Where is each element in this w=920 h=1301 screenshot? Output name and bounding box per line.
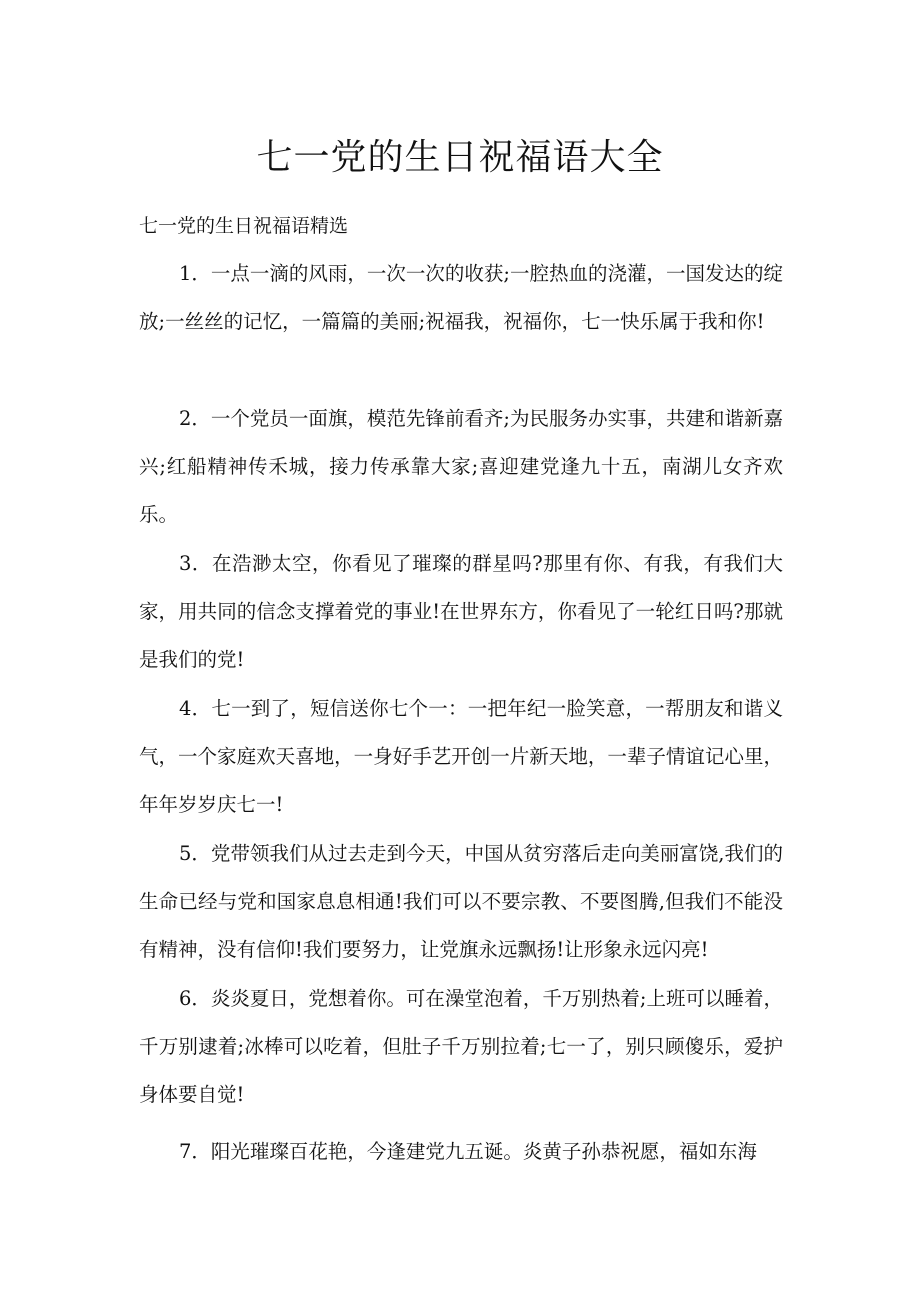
paragraph-3: 3．在浩渺太空，你看见了璀璨的群星吗?那里有你、有我，有我们大家，用共同的信念支撑着党的事业!在世界东方，你看见了一轮红日吗?那就是我们的党! (139, 552, 783, 671)
section-heading: 七一党的生日祝福语精选 (139, 215, 349, 237)
paragraph-1: 1．一点一滴的风雨，一次一次的收获;一腔热血的浇灌，一国发达的绽放;一丝丝的记忆，一篇篇的美丽;祝福我，祝福你，七一快乐属于我和你! (139, 262, 783, 333)
paragraph-2: 2．一个党员一面旗，模范先锋前看齐;为民服务办实事，共建和谐新嘉兴;红船精神传禾城，接力传承靠大家;喜迎建党逢九十五，南湖儿女齐欢乐。 (139, 407, 783, 526)
document-title: 七一党的生日祝福语大全 (256, 137, 664, 178)
paragraph-4: 4．七一到了，短信送你七个一：一把年纪一脸笑意，一帮朋友和谐义气，一个家庭欢天喜地，一身好手艺开创一片新天地，一辈子情谊记心里，年年岁岁庆七一! (139, 697, 783, 816)
paragraph-6: 6．炎炎夏日，党想着你。可在澡堂泡着，千万别热着;上班可以睡着，千万别逮着;冰棒可以吃着，但肚子千万别拉着;七一了，别只顾傻乐，爱护身体要自觉! (139, 987, 783, 1106)
paragraph-7: 7．阳光璀璨百花艳，今逢建党九五诞。炎黄子孙恭祝愿，福如东海 (179, 1140, 757, 1163)
paragraph-5: 5．党带领我们从过去走到今天，中国从贫穷落后走向美丽富饶,我们的生命已经与党和国家息息相通!我们可以不要宗教、不要图腾,但我们不能没有精神，没有信仰!我们要努力，让党旗永远飘扬!让形象永远闪亮! (139, 842, 783, 961)
